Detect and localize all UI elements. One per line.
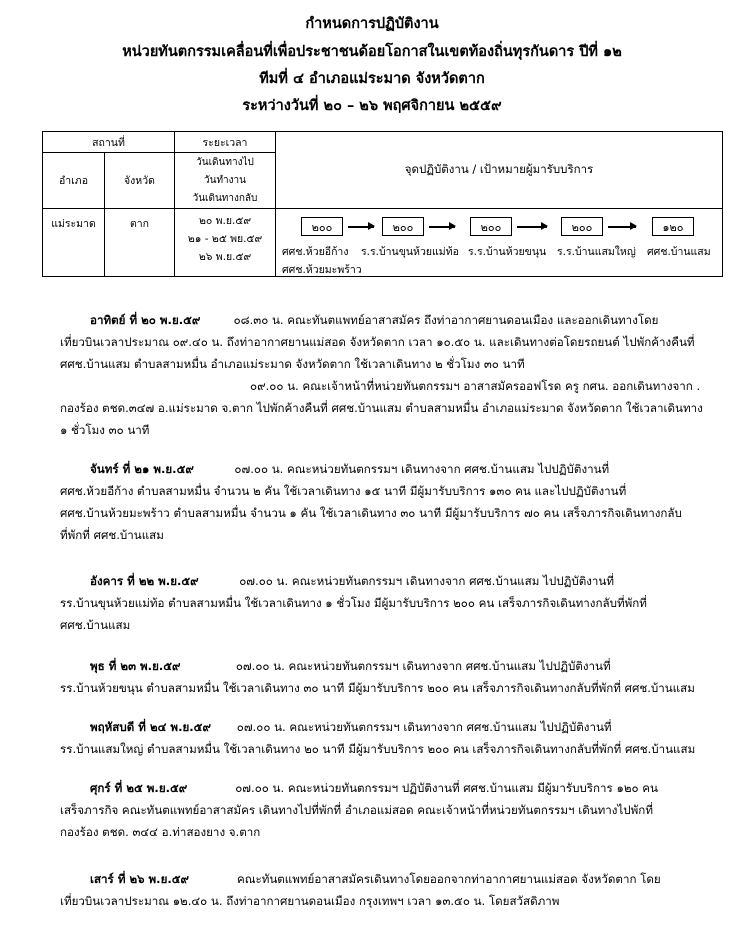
header-title: กำหนดการปฏิบัติงาน (305, 16, 439, 32)
day-label: อาทิตย์ ที่ ๒๐ พ.ย.๕๙ (90, 313, 201, 327)
flow-arrow (517, 226, 547, 228)
day-line: เที่ยวบินเวลาประมาณ ๑๒.๔๐ น. ถึงท่าอากาศยานดอนเมือง กรุงเทพฯ เวลา ๑๓.๕๐ น. โดยสวัสดิภาพ (60, 894, 560, 908)
day-line: ศศช.บ้านแสม (60, 618, 131, 632)
day-block (60, 570, 725, 636)
day-line (60, 570, 725, 592)
day-label: พฤหัสบดี ที่ ๒๔ พ.ย.๕๙ (90, 720, 211, 734)
day-label: พุธ ที่ ๒๓ พ.ย.๕๙ (90, 659, 181, 673)
date-work: ๒๑ - ๒๕ พย.๕๙ (187, 233, 263, 245)
schedule-table (42, 131, 723, 277)
flow-site: ร.ร.บ้านห้วยขนุน (468, 246, 547, 258)
period-work-label: วันทำงาน (204, 174, 246, 186)
day-text: ๐๗.๐๐ น. คณะหน่วยทันตกรรมฯ เดินทางจาก ศศช.บ้านแสม ไปปฏิบัติงานที่ (235, 659, 611, 673)
col-target-header: จุดปฏิบัติงาน / เป้าหมายผู้มารับบริการ (276, 132, 723, 209)
flow-diagram (276, 209, 722, 275)
header-unit: หน่วยทันตกรรมเคลื่อนที่เพื่อประชาชนด้อยโอกาสในเขตท้องถิ่นทุรกันดาร ปีที่ ๑๒ (122, 44, 622, 60)
day-line: ๑ ชั่วโมง ๓๐ นาที (60, 423, 150, 437)
flow-arrow (348, 226, 374, 228)
flow-box: ๒๐๐ (470, 217, 512, 236)
day-text: ๐๗.๐๐ น. คณะหน่วยทันตกรรมฯ ปฏิบัติงานที่ ศศช.บ้านแสม มีผู้มารับบริการ ๑๒๐ คน (235, 781, 658, 795)
flow-site: ศศช.บ้านแสม (647, 246, 711, 258)
flow-site: ศศช.ห้วยอีก้าง (282, 246, 349, 258)
day-line: รร.บ้านแสมใหญ่ ตำบลสามหมื่น ใช้เวลาเดินทาง ๒๐ นาที มีผู้มารับบริการ ๒๐๐ คน เสร็จภารกิจเดินทางกลับที่พักที่ ศศช.บ้านแสม (60, 742, 696, 756)
flow-site: ร.ร.บ้านขุนห้วยแม่ท้อ (361, 246, 459, 258)
day-text: คณะทันตแพทย์อาสาสมัครเดินทางโดยออกจากท่าอากาศยานแม่สอด จังหวัดตาก โดย (236, 872, 661, 886)
day-text: ๐๗.๐๐ น. คณะหน่วยทันตกรรมฯ เดินทางจาก ศศช.บ้านแสม ไปปฏิบัติงานที่ (239, 574, 614, 588)
day-label: อังคาร ที่ ๒๒ พ.ย.๕๙ (90, 574, 199, 588)
day-line: ศศช.บ้านแสม ตำบลสามหมื่น อำเภอแม่ระมาด จังหวัดตาก ใช้เวลาเดินทาง ๒ ชั่วโมง ๓๐ นาที (60, 357, 525, 371)
flow-site: ร.ร.บ้านแสมใหญ่ (557, 246, 636, 258)
flow-site: ศศช.ห้วยมะพร้าว (282, 264, 362, 276)
day-label: เสาร์ ที่ ๒๖ พ.ย.๕๙ (90, 872, 190, 886)
flow-box: ๑๒๐ (652, 217, 694, 236)
flow-cell (276, 209, 723, 277)
header-team: ทีมที่ ๔ อำเภอแม่ระมาด จังหวัดตาก (259, 71, 485, 87)
day-text: ๐๗.๐๐ น. คณะหน่วยทันตกรรมฯ เดินทางจาก ศศช.บ้านแสม ไปปฏิบัติงานที่ (236, 720, 612, 734)
day-block (60, 777, 725, 843)
day-label: จันทร์ ที่ ๒๑ พ.ย.๕๙ (90, 462, 194, 476)
day-line: รร.บ้านขุนห้วยแม่ท้อ ตำบลสามหมื่น ใช้เวลาเดินทาง ๑ ชั่วโมง มีผู้มารับบริการ ๒๐๐ คน เสร็จภารกิจเดินทางกลับที่พักที่ (60, 596, 647, 610)
day-text: ๐๘.๓๐ น. คณะทันตแพทย์อาสาสมัคร ถึงท่าอากาศยานดอนเมือง และออกเดินทางโดย (233, 313, 659, 327)
flow-arrow (429, 226, 455, 228)
flow-box: ๒๐๐ (561, 217, 603, 236)
header-dates: ระหว่างวันที่ ๒๐ – ๒๖ พฤศจิกายน ๒๕๕๙ (242, 98, 502, 114)
day-line: ศศช.ห้วยอีก้าง ตำบลสามหมื่น จำนวน ๒ คัน ใช้เวลาเดินทาง ๑๕ นาที มีผู้มารับบริการ ๑๓๐ คน และไปปฏิบัติงานที่ (60, 484, 627, 498)
row-district: แม่ระมาด (43, 209, 105, 277)
day-line: เที่ยวบินเวลาประมาณ ๐๙.๔๐ น. ถึงท่าอากาศยานแม่สอด จังหวัดตาก เวลา ๑๐.๕๐ น. และเดินทางต่อโดยรถยนต์ ไปพักค้างคืนที่ (60, 335, 695, 349)
day-line (60, 458, 725, 480)
col-district-header: อำเภอ (43, 153, 105, 209)
col-province-header: จังหวัด (105, 153, 175, 209)
col-period-subheader (175, 153, 276, 209)
day-line (60, 777, 725, 799)
period-return-label: วันเดินทางกลับ (192, 192, 258, 204)
flow-box: ๒๐๐ (382, 217, 424, 236)
day-line: ศศช.บ้านห้วยมะพร้าว ตำบลสามหมื่น จำนวน ๑ คัน ใช้เวลาเดินทาง ๓๐ นาที มีผู้มารับบริการ ๗๐ คน เสร็จภารกิจเดินทางกลับ (60, 506, 682, 520)
day-block (60, 655, 725, 699)
day-line (60, 868, 725, 890)
row-dates (175, 209, 276, 277)
day-text: ๐๗.๐๐ น. คณะหน่วยทันตกรรมฯ เดินทางจาก ศศช.บ้านแสม ไปปฏิบัติงานที่ (234, 462, 610, 476)
day-line: กองร้อง ตชด. ๓๔๔ อ.ท่าสองยาง จ.ตาก (60, 825, 261, 839)
day-line: กองร้อง ตชด.๓๔๗ อ.แม่ระมาด จ.ตาก ไปพักค้างคืนที่ ศศช.บ้านแสม ตำบลสามหมื่น อำเภอแม่ระมาด จังหวัดตาก ใช้เวลาเดินทาง (60, 401, 703, 415)
day-block (60, 868, 725, 912)
day-block (60, 309, 725, 441)
day-block (60, 716, 725, 760)
col-period-header: ระยะเวลา (175, 132, 276, 153)
date-return: ๒๖ พ.ย.๕๙ (198, 251, 252, 263)
flow-box: ๒๐๐ (301, 217, 343, 236)
day-line (60, 655, 725, 677)
day-line (60, 309, 725, 331)
day-line (60, 716, 725, 738)
day-line: ที่พักที่ ศศช.บ้านแสม (60, 528, 164, 542)
day-line: ๐๙.๐๐ น. คณะเจ้าหน้าที่หน่วยทันตกรรมฯ อาสาสมัครออฟโรด ครู กศน. ออกเดินทางจาก . (250, 379, 701, 393)
date-depart: ๒๐ พ.ย.๕๙ (198, 215, 252, 227)
period-depart-label: วันเดินทางไป (196, 156, 254, 168)
day-block (60, 458, 725, 546)
day-label: ศุกร์ ที่ ๒๕ พ.ย.๕๙ (90, 781, 188, 795)
flow-arrow (608, 226, 636, 228)
col-place-header: สถานที่ (43, 132, 175, 153)
day-line: เสร็จภารกิจ คณะทันตแพทย์อาสาสมัคร เดินทางไปที่พักที่ อำเภอแม่สอด คณะเจ้าหน้าที่หน่วยทันตกรรมฯ เดินทางไปพักที่ (60, 803, 653, 817)
row-province: ตาก (105, 209, 175, 277)
day-line: รร.บ้านห้วยขนุน ตำบลสามหมื่น ใช้เวลาเดินทาง ๓๐ นาที มีผู้มารับบริการ ๒๐๐ คน เสร็จภารกิจเดินทางกลับที่พักที่ ศศช.บ้านแสม (60, 681, 695, 695)
